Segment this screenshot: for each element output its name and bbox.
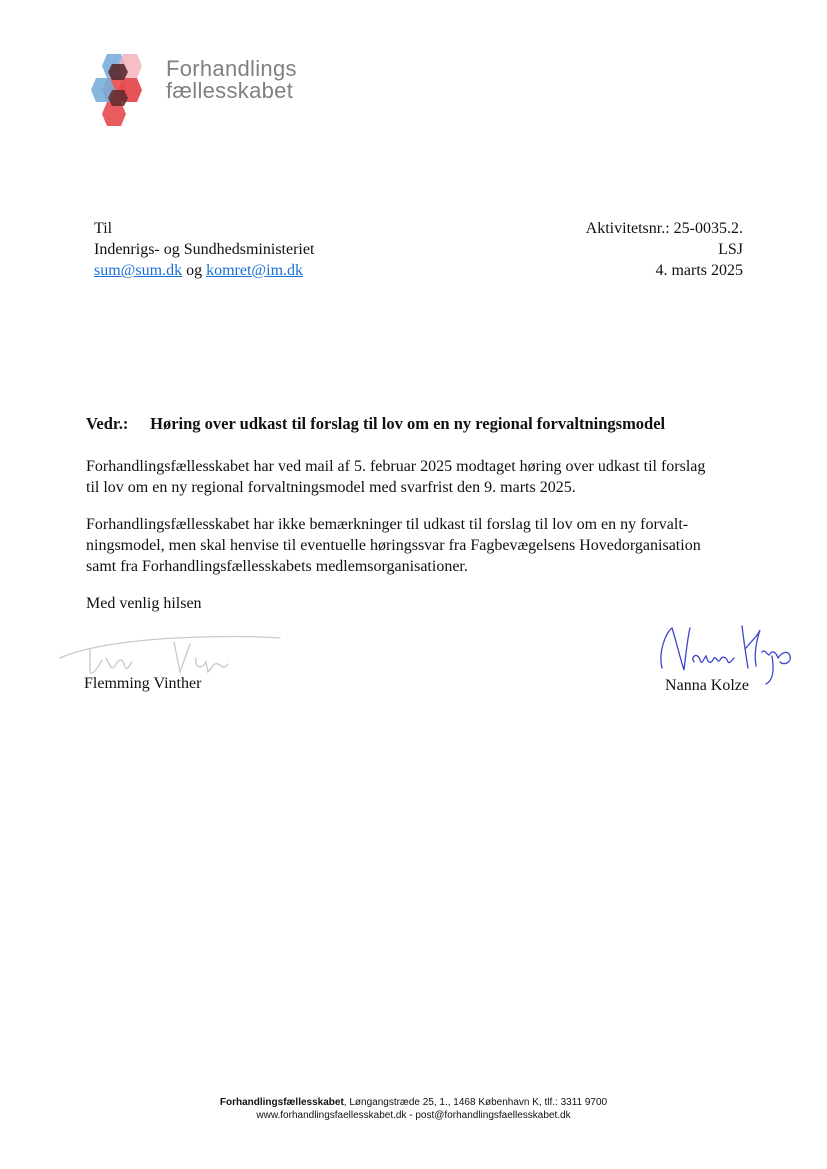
email-link-sum[interactable]: sum@sum.dk — [94, 262, 183, 279]
logo-hexagon-icon — [90, 50, 156, 130]
paragraph-2-line: ningsmodel, men skal henvise til eventuelle høringssvar fra Fagbevægelsens Hovedorganisation — [86, 537, 701, 554]
letter-date: 4. marts 2025 — [655, 262, 743, 279]
recipient-emails — [94, 260, 314, 281]
letter-meta — [586, 218, 743, 281]
paragraph-2-line: Forhandlingsfællesskabet har ikke bemærkninger til udkast til forslag til lov om en ny forvalt- — [86, 516, 689, 533]
subject-title: Høring over udkast til forslag til lov om en ny regional forvaltningsmodel — [150, 414, 666, 433]
signatory-left-name: Flemming Vinther — [84, 675, 202, 692]
paragraph-1-line: til lov om en ny regional forvaltningsmodel med svarfrist den 9. marts 2025. — [86, 479, 576, 496]
logo — [90, 50, 330, 130]
recipient-organization: Indenrigs- og Sundhedsministeriet — [94, 241, 315, 258]
paragraph-2 — [86, 514, 758, 577]
activity-number: Aktivitetsnr.: 25-0035.2. — [585, 220, 743, 237]
email-link-komret[interactable]: komret@im.dk — [206, 262, 304, 279]
signatory-right-name: Nanna Kolze — [665, 677, 749, 694]
paragraph-2-line: samt fra Forhandlingsfællesskabets medlemsorganisationer. — [86, 558, 468, 575]
greeting: Med venlig hilsen — [86, 595, 202, 612]
logo-line-1: Forhandlings — [166, 56, 297, 81]
subject-prefix: Vedr.: — [86, 414, 129, 433]
email-joiner: og — [186, 262, 203, 279]
paragraph-1-line: Forhandlingsfællesskabet har ved mail af 5. februar 2025 modtaget høring over udkast til forslag — [86, 458, 706, 475]
logo-line-2: fællesskabet — [166, 78, 294, 103]
subject-line — [86, 414, 665, 434]
footer-address: , Løngangstræde 25, 1., 1468 København K, tlf.: 3311 9700 — [343, 1097, 608, 1108]
logo-text — [166, 58, 297, 102]
footer — [0, 1096, 827, 1122]
signature-flemming — [56, 628, 286, 678]
initials: LSJ — [718, 241, 743, 258]
paragraph-1 — [86, 456, 758, 498]
footer-web-line: www.forhandlingsfaellesskabet.dk - post@forhandlingsfaellesskabet.dk — [256, 1110, 571, 1121]
footer-address-line — [0, 1096, 827, 1109]
footer-org: Forhandlingsfællesskabet — [219, 1097, 344, 1108]
recipient-to-label: Til — [94, 220, 113, 237]
recipient-block — [94, 218, 314, 281]
